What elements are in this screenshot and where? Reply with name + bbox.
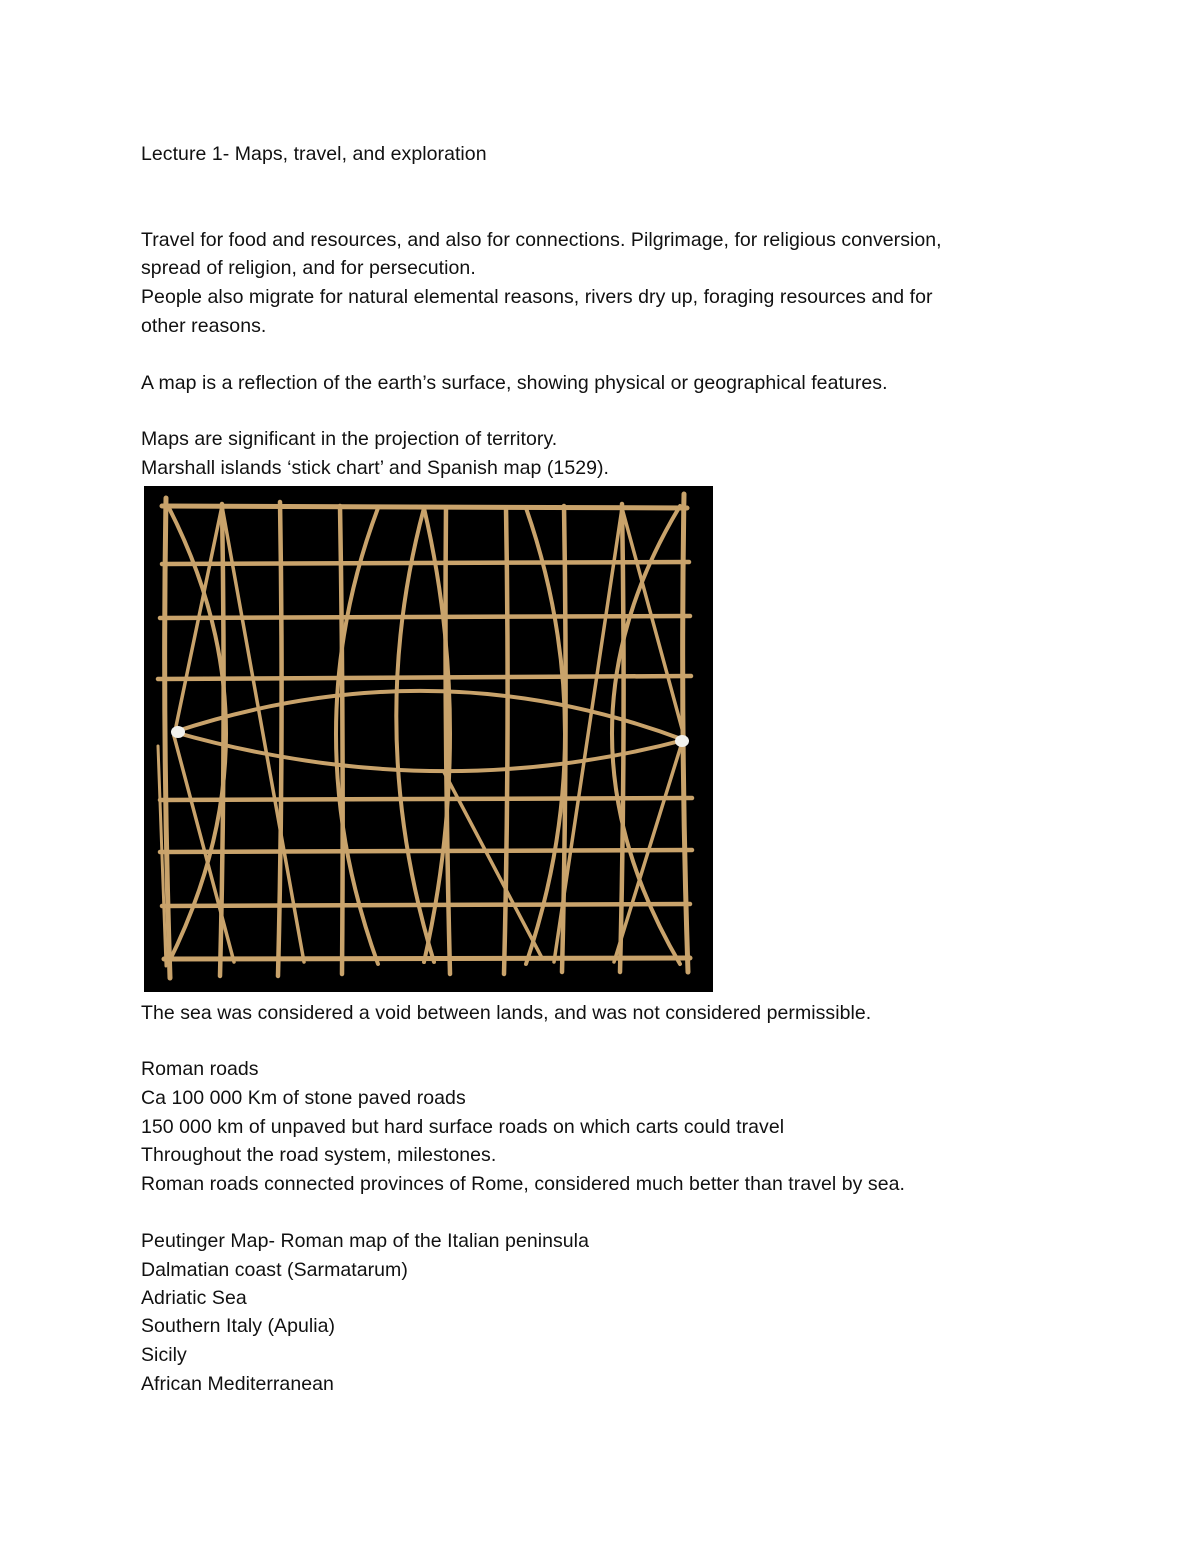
peutinger-item: African Mediterranean (141, 1373, 334, 1395)
peutinger-heading: Peutinger Map- Roman map of the Italian peninsula (141, 1230, 589, 1252)
stick-chart-photo (144, 486, 713, 992)
horizontal-stick (162, 904, 690, 906)
peutinger-item: Dalmatian coast (Sarmatarum) (141, 1259, 408, 1281)
horizontal-stick (164, 958, 690, 959)
vertical-stick (340, 506, 343, 974)
paragraph-travel-line-1: Travel for food and resources, and also for connections. Pilgrimage, for religious conversion, (141, 229, 942, 251)
paragraph-sea-void: The sea was considered a void between lands, and was not considered permissible. (141, 1002, 872, 1024)
roman-roads-item: Ca 100 000 Km of stone paved roads (141, 1087, 466, 1109)
document-title: Lecture 1- Maps, travel, and exploration (141, 143, 487, 165)
horizontal-stick (160, 850, 692, 852)
horizontal-stick (160, 798, 692, 800)
paragraph-maps-significance: Maps are significant in the projection of territory. (141, 428, 558, 450)
peutinger-item: Southern Italy (Apulia) (141, 1315, 336, 1337)
roman-roads-heading: Roman roads (141, 1058, 259, 1080)
paragraph-marshall-caption: Marshall islands ‘stick chart’ and Spanish map (1529). (141, 457, 610, 479)
roman-roads-item: Throughout the road system, milestones. (141, 1144, 497, 1166)
horizontal-stick (160, 616, 690, 618)
peutinger-item: Adriatic Sea (141, 1287, 247, 1309)
peutinger-item: Sicily (141, 1344, 187, 1366)
paragraph-map-definition: A map is a reflection of the earth’s surface, showing physical or geographical features. (141, 372, 888, 394)
paragraph-migrate-line-1: People also migrate for natural elemental reasons, rivers dry up, foraging resources and for (141, 286, 933, 308)
paragraph-migrate-line-2: other reasons. (141, 315, 267, 337)
roman-roads-item: 150 000 km of unpaved but hard surface roads on which carts could travel (141, 1116, 785, 1138)
horizontal-stick (162, 562, 689, 564)
paragraph-travel-line-2: spread of religion, and for persecution. (141, 257, 476, 279)
roman-roads-item: Roman roads connected provinces of Rome, considered much better than travel by sea. (141, 1173, 905, 1195)
horizontal-stick (158, 676, 691, 679)
shell-marker (171, 726, 185, 738)
shell-marker (675, 735, 689, 747)
